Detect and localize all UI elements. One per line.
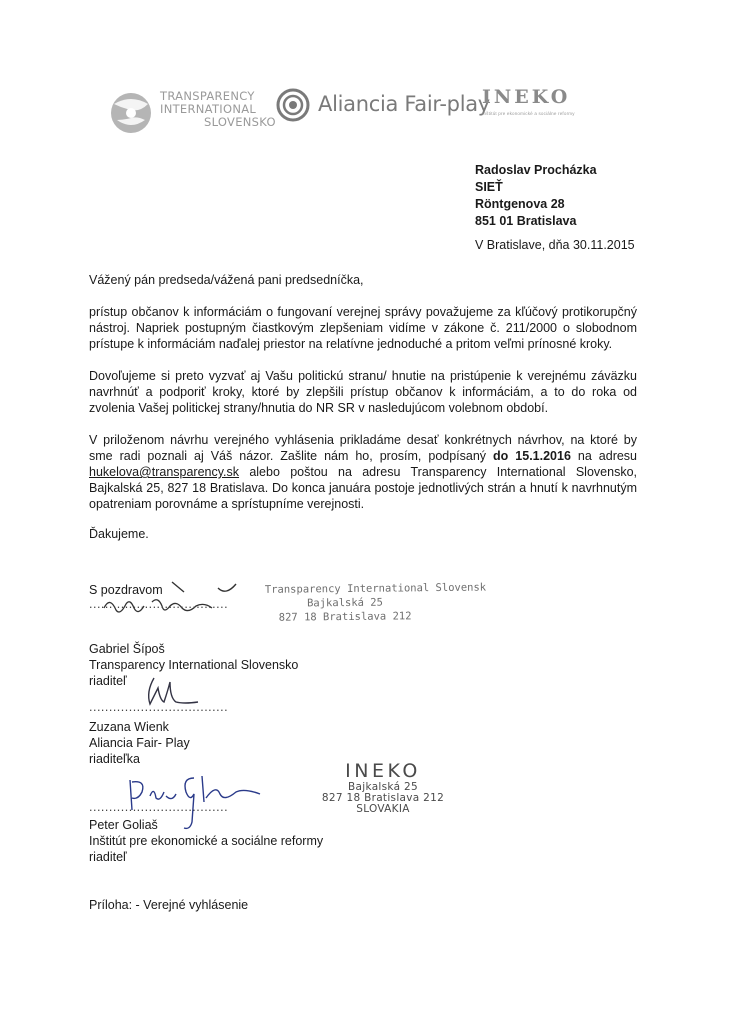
letter-date: V Bratislave, dňa 30.11.2015 <box>475 238 635 252</box>
paragraph-3-part-c: alebo poštou na adresu Transparency International Slovensko, Bajkalská 25, 827 18 Bratislava. Do konca januára postoje jednotlivých strán a hnutí k navrhnutým opatreniam porovnáme a sprístupníme verejnosti. <box>89 465 637 511</box>
ineko-stamp-line-3: 827 18 Bratislava 212 <box>321 792 445 804</box>
signature-line-3: ................................... <box>89 800 229 814</box>
ti-line-3: SLOVENSKO <box>204 115 276 129</box>
paragraph-1: prístup občanov k informáciám o fungovaní verejnej správy považujeme za kľúčový protikorupčný nástroj. Napriek postupným čiastkovým zlepšeniam vidíme v zákone č. 211/2000 o slobodnom prístupe k informáciám naďalej priestor na relatívne jednoduché a pritom veľmi prínosné kroky. <box>89 305 637 351</box>
ti-stamp <box>264 581 487 625</box>
ti-line-2: INTERNATIONAL <box>160 102 257 116</box>
signatory-role: riaditeľ <box>89 850 127 864</box>
ineko-logo-text: INEKO <box>482 86 571 108</box>
signatory-name: Gabriel Šípoš <box>89 642 165 656</box>
ti-stamp-line-2: Bajkalská 25 <box>307 596 383 610</box>
fair-play-logo-text: Aliancia Fair-play <box>318 92 490 116</box>
signature-line-2: ................................... <box>89 700 229 714</box>
thanks-text: Ďakujeme. <box>89 527 149 541</box>
addressee-street: Röntgenova 28 <box>475 197 565 211</box>
addressee-block <box>475 162 597 230</box>
ti-stamp-line-3: 827 18 Bratislava 212 <box>278 610 412 624</box>
ineko-stamp-line-1: INEKO <box>345 760 421 782</box>
ti-line-1: TRANSPARENCY <box>160 89 255 103</box>
ineko-stamp <box>318 760 448 815</box>
signatory-name: Zuzana Wienk <box>89 720 169 734</box>
paragraph-3-part-a: V priloženom návrhu verejného vyhlásenia prikladáme desať konkrétnych návrhov, na ktoré by sme radi poznali aj Váš názor. Zašlite nám ho, prosím, podpísaný <box>89 433 637 463</box>
closing-text: S pozdravom <box>89 583 163 597</box>
paragraph-3-part-b: na adresu <box>570 449 638 463</box>
signatory-wienk <box>89 719 190 767</box>
deadline-date: do 15.1.2016 <box>493 449 571 463</box>
paragraph-2: Dovoľujeme si preto vyzvať aj Vašu politickú stranu/ hnutie na pristúpenie k verejnému záväzku navrhnúť a podporiť kroky, ktoré by zlepšili prístup občanov k informáciám, a to do roka od zvolenia Vašej politickej strany/hnutia do NR SR v nasledujúcom volebnom období. <box>89 369 637 415</box>
signatory-role: riaditeľka <box>89 752 140 766</box>
addressee-org: SIEŤ <box>475 180 503 194</box>
paragraph-3 <box>89 432 637 512</box>
ineko-stamp-line-4: SLOVAKIA <box>356 803 410 815</box>
addressee-name: Radoslav Procházka <box>475 163 597 177</box>
signatory-org: Transparency International Slovensko <box>89 658 299 672</box>
email-link[interactable]: hukelova@transparency.sk <box>89 465 240 479</box>
signature-line-1: ................................... <box>89 597 229 611</box>
attachment-note: Príloha: - Verejné vyhlásenie <box>89 898 249 912</box>
ti-stamp-line-1: Transparency International Slovensk <box>264 581 487 596</box>
ti-logo-text <box>160 90 276 129</box>
salutation: Vážený pán predseda/vážená pani predsedníčka, <box>89 273 364 287</box>
signatory-golias <box>89 817 323 865</box>
ineko-stamp-line-2: Bajkalská 25 <box>348 781 418 793</box>
signatory-org: Inštitút pre ekonomické a sociálne reformy <box>89 834 324 848</box>
signatory-org: Aliancia Fair- Play <box>89 736 190 750</box>
ineko-logo-subtitle: Inštitút pre ekonomické a sociálne reformy <box>482 111 575 116</box>
fair-play-logo-icon <box>276 88 310 122</box>
addressee-city: 851 01 Bratislava <box>475 214 577 228</box>
signatory-role: riaditeľ <box>89 674 127 688</box>
signatory-name: Peter Goliaš <box>89 818 158 832</box>
